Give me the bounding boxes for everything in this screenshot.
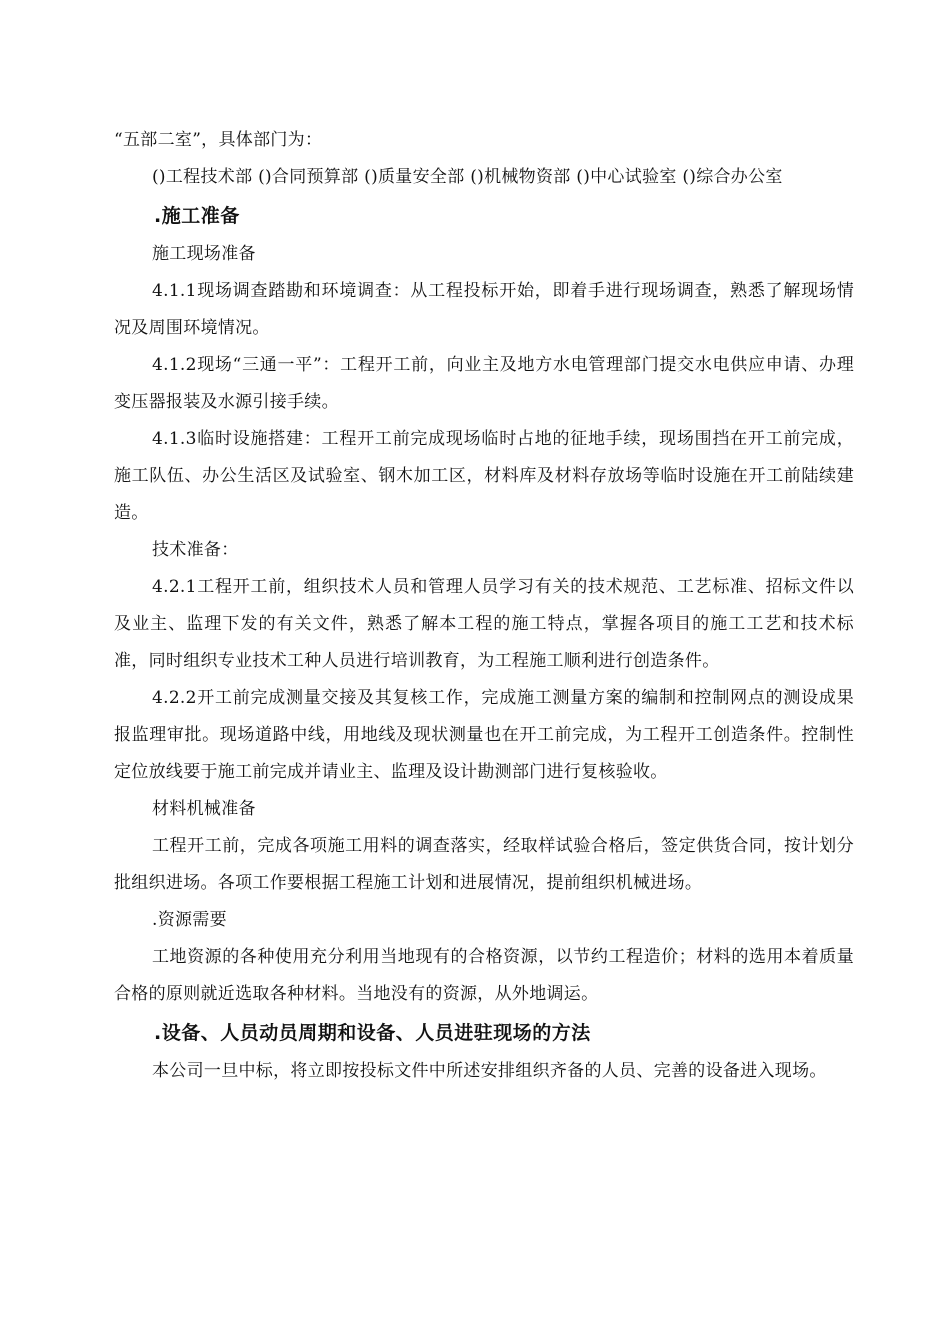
- subheading-material-prep: 材料机械准备: [152, 799, 256, 819]
- paragraph-4-1-3: 4.1.3临时设施搭建：工程开工前完成现场临时占地的征地手续，现场围挡在开工前完成，施工队伍、办公生活区及试验室、钢木加工区，材料库及材料存放场等临时设施在开工前陆续建造。: [114, 429, 854, 523]
- subheading-tech-prep: 技术准备：: [152, 540, 239, 560]
- section-heading-construction-prep: .施工准备: [154, 205, 240, 227]
- subheading-resources: .资源需要: [152, 910, 227, 930]
- paragraph-4-2-2: 4.2.2开工前完成测量交接及其复核工作，完成施工测量方案的编制和控制网点的测设成果报监理审批。现场道路中线，用地线及现状测量也在开工前完成，为工程开工创造条件。控制性定位放线要于施工前完成并请业主、监理及设计勘测部门进行复核验收。: [114, 688, 854, 782]
- paragraph-material-prep: 工程开工前，完成各项施工用料的调查落实，经取样试验合格后，签定供货合同，按计划分批组织进场。各项工作要根据工程施工计划和进展情况，提前组织机械进场。: [114, 836, 854, 893]
- paragraph-mobilization: 本公司一旦中标，将立即按投标文件中所述安排组织齐备的人员、完善的设备进入现场。: [152, 1061, 827, 1081]
- paragraph-4-1-2: 4.1.2现场“三通一平”：工程开工前，向业主及地方水电管理部门提交水电供应申请、办理变压器报装及水源引接手续。: [114, 355, 854, 412]
- document-body: [114, 122, 854, 1090]
- paragraph-4-1-1: 4.1.1现场调查踏勘和环境调查：从工程投标开始，即着手进行现场调查，熟悉了解现场情况及周围环境情况。: [114, 281, 854, 338]
- paragraph-resources: 工地资源的各种使用充分利用当地现有的合格资源，以节约工程造价；材料的选用本着质量合格的原则就近选取各种材料。当地没有的资源，从外地调运。: [114, 947, 854, 1004]
- subheading-site-prep: 施工现场准备: [152, 244, 256, 264]
- intro-line: “五部二室”，具体部门为：: [114, 130, 323, 150]
- section-heading-mobilization: .设备、人员动员周期和设备、人员进驻现场的方法: [154, 1022, 591, 1044]
- paragraph-4-2-1: 4.2.1工程开工前，组织技术人员和管理人员学习有关的技术规范、工艺标准、招标文件以及业主、监理下发的有关文件，熟悉了解本工程的施工特点，掌握各项目的施工工艺和技术标准，同时组织专业技术工种人员进行培训教育，为工程施工顺利进行创造条件。: [114, 577, 854, 671]
- department-list: ()工程技术部 ()合同预算部 ()质量安全部 ()机械物资部 ()中心试验室 ()综合办公室: [152, 167, 783, 187]
